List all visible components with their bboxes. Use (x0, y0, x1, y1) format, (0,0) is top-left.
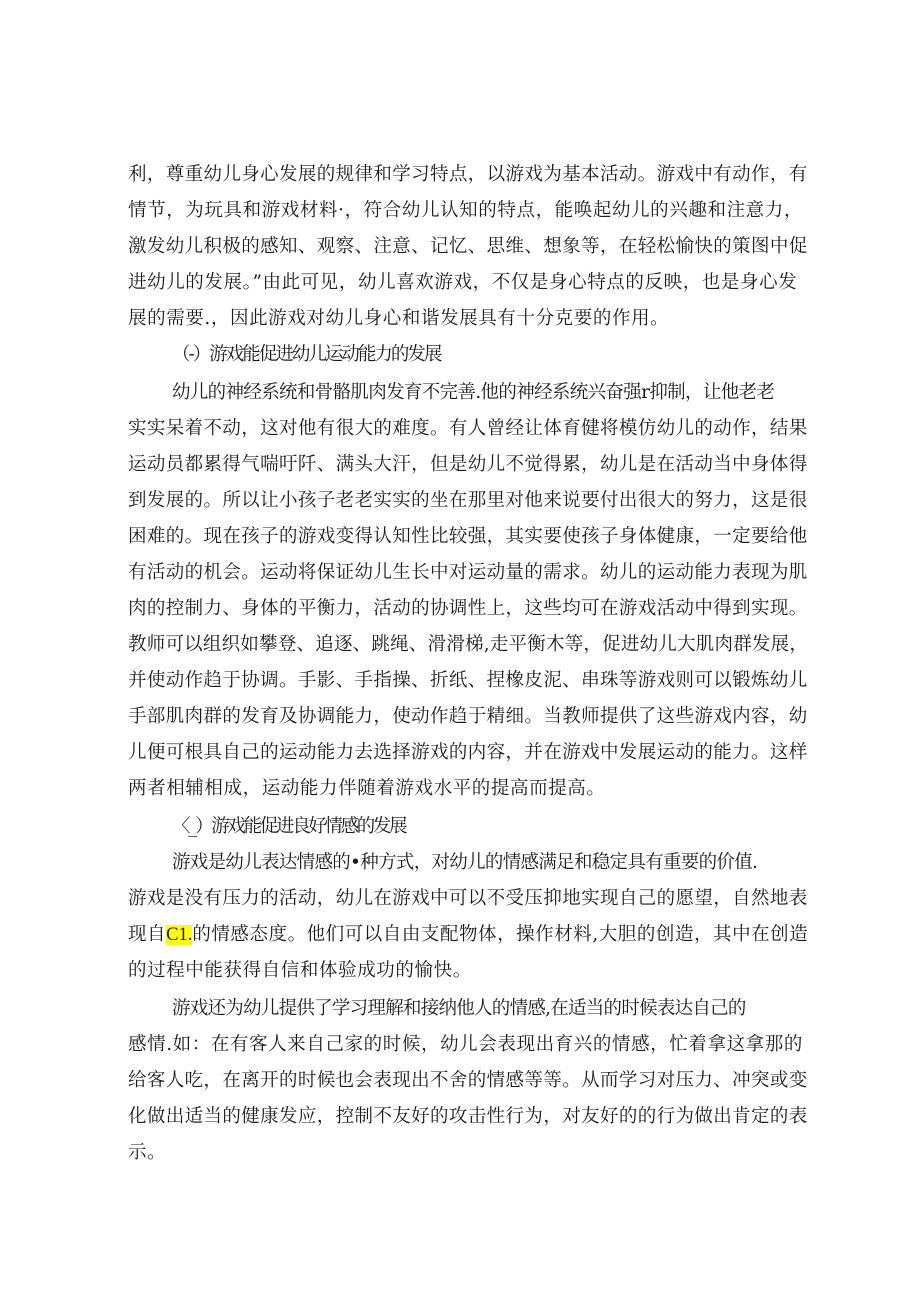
text-line (128, 740, 808, 766)
text-line (128, 270, 808, 296)
line-text: 并使动作趋于协调。手影、手指操、折纸、捏橡皮泥、串珠等游戏则可以锻炼幼儿 (128, 670, 808, 691)
text-line (128, 1140, 808, 1166)
text-line (128, 1032, 808, 1058)
line-text: 的过程中能获得自信和体验成功的愉快。 (128, 960, 472, 981)
text-line (128, 668, 808, 694)
line-text: 肉的控制力、身体的平衡力，活动的协调性上，这些均可在游戏活动中得到实现。 (128, 598, 808, 619)
line-text: 感情.如：在有客人来自己家的时候，幼儿会表现出育兴的情感，忙着拿这拿那的 (128, 1034, 803, 1055)
text-line (128, 234, 808, 260)
text-line (128, 488, 808, 514)
line-text: 运动员都累得气喘吁阡、满头大汗，但是幼儿不觉得累，幼儿是在活动当中身体得 (128, 454, 808, 475)
line-text: 到发展的。所以让小孩子老老实实的坐在那里对他来说要付出很大的努力，这是很 (128, 490, 808, 511)
line-text: 激发幼儿积极的感知、观察、注意、记忆、思维、想象等，在轻松愉快的策图中促 (128, 236, 808, 257)
text-line (128, 306, 808, 332)
highlighted-text: C1. (166, 925, 193, 945)
line-text: 困难的。现在孩子的游戏变得认知性比较强，其实要使孩子身体健康，一定要给他 (128, 526, 808, 547)
line-text: 游戏还为幼儿提供了学习理解和接纳他人的情感,在适当的时候表达自己的 (172, 998, 746, 1019)
text-line (128, 776, 808, 802)
text-line (172, 380, 852, 406)
text-line (128, 1104, 808, 1130)
line-text-prefix: 现自 (128, 924, 167, 945)
text-line (128, 452, 808, 478)
line-text: 游戏是没有压力的活动，幼儿在游戏中可以不受压抑地实现自己的愿望，自然地表 (128, 888, 808, 909)
text-line (172, 342, 852, 368)
line-text: （-）游戏能促进幼儿运动能力的发展 (172, 344, 441, 365)
line-text: 游戏是幼儿表达情感的•种方式，对幼儿的情感满足和稳定具有重要的价值. (172, 852, 758, 873)
line-text: 化做出适当的健康发应，控制不友好的攻击性行为，对友好的的行为做出肯定的表 (128, 1106, 808, 1127)
line-text: 示。 (128, 1142, 167, 1163)
line-text: 教师可以组织如攀登、追逐、跳绳、滑滑梯,走平衡木等，促进幼儿大肌肉群发展， (128, 634, 809, 655)
text-line (128, 632, 808, 658)
text-line (172, 850, 852, 876)
line-text: 实实呆着不动，这对他有很大的难度。有人曾经让体育健将模仿幼儿的动作，结果 (128, 418, 808, 439)
text-line (128, 162, 808, 188)
text-line (128, 198, 808, 224)
line-text: 幼儿的神经系统和骨骼肌肉发育不完善.他的神经系统兴奋强r抑制，让他老老 (172, 382, 775, 403)
text-line (128, 416, 808, 442)
line-text: 〈_）游戏能促进良好情感的发展 (172, 816, 406, 837)
line-text: 情节，为玩具和游戏材料·，符合幼儿认知的特点，能唤起幼儿的兴趣和注意力， (128, 200, 803, 221)
line-text: 给客人吃，在离开的时候也会表现出不舍的情感等等。从而学习对压力、冲突或变 (128, 1070, 808, 1091)
text-line (172, 996, 852, 1022)
line-text: 进幼儿的发展。”由此可见，幼儿喜欢游戏，不仅是身心特点的反映，也是身心发 (128, 272, 798, 293)
text-line (128, 704, 808, 730)
line-text: 儿便可根具自己的运动能力去选择游戏的内容，并在游戏中发展运动的能力。这样 (128, 742, 808, 763)
text-line (128, 524, 808, 550)
text-line (128, 886, 808, 912)
text-line (128, 958, 808, 984)
line-text: 手部肌肉群的发育及协调能力，使动作趋于精细。当教师提供了这些游戏内容，幼 (128, 706, 808, 727)
line-text: 利，尊重幼儿身心发展的规律和学习特点，以游戏为基本活动。游戏中有动作，有 (128, 164, 808, 185)
text-line (128, 1068, 808, 1094)
text-line (172, 814, 852, 840)
line-text: 两者相辅相成，运动能力伴随着游戏水平的提高而提高。 (128, 778, 606, 799)
line-text: 的情感态度。他们可以自由支配物体，操作材料,大胆的创造，其中在创造 (192, 924, 809, 945)
text-line (128, 560, 808, 586)
line-text: 有活动的机会。运动将保证幼儿生长中对运动量的需求。幼儿的运动能力表现为肌 (128, 562, 808, 583)
text-line (128, 922, 808, 948)
text-line (128, 596, 808, 622)
line-text: 展的需要.，因此游戏对幼儿身心和谐发展具有十分克要的作用。 (128, 308, 670, 329)
